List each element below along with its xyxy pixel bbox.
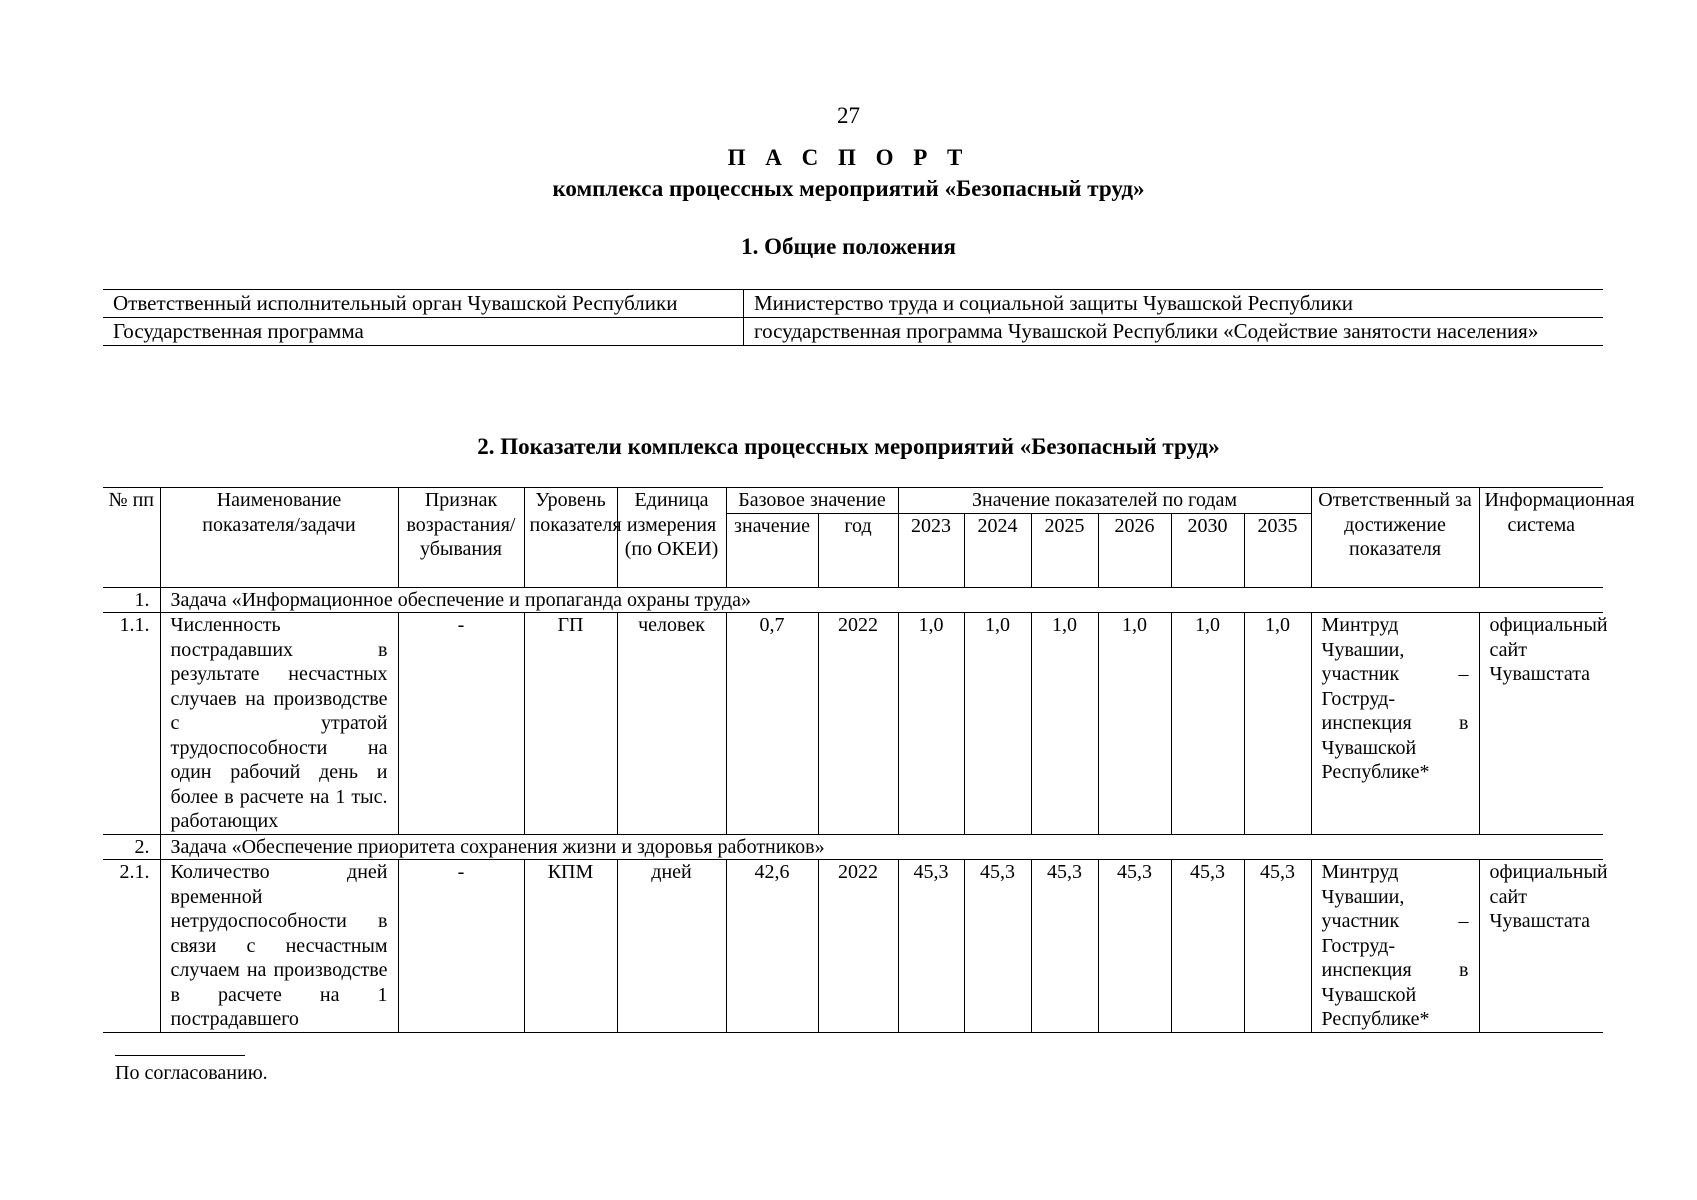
task-num: 2.	[103, 834, 160, 860]
header-year-2024: 2024	[964, 513, 1031, 587]
general-provisions-table	[103, 289, 1603, 346]
indicator-responsible: Минтруд Чувашии, участник – Гоструд-инспекция в Чувашской Республике*	[1311, 860, 1479, 1033]
indicator-value-2026: 45,3	[1098, 860, 1171, 1033]
indicator-sign: -	[398, 860, 524, 1033]
indicator-value-2030: 45,3	[1171, 860, 1244, 1033]
header-sign: Признак возрастания/ убывания	[398, 488, 524, 588]
header-year-2030: 2030	[1171, 513, 1244, 587]
indicator-unit: человек	[617, 613, 726, 835]
indicator-value-2025: 45,3	[1031, 860, 1098, 1033]
table-row	[103, 290, 1603, 318]
cell-responsible-value: Министерство труда и социальной защиты Чувашской Республики	[744, 290, 1604, 318]
indicator-base-value: 0,7	[726, 613, 818, 835]
header-year-2023: 2023	[898, 513, 964, 587]
header-year-2025: 2025	[1031, 513, 1098, 587]
header-row	[103, 488, 1603, 514]
header-years-group: Значение показателей по годам	[898, 488, 1311, 514]
indicator-value-2024: 45,3	[964, 860, 1031, 1033]
section2-heading: 2. Показатели комплекса процессных мероприятий «Безопасный труд»	[477, 434, 1220, 459]
cell-program-label: Государственная программа	[103, 318, 744, 346]
indicator-value-2035: 1,0	[1244, 613, 1311, 835]
task-num: 1.	[103, 587, 160, 613]
indicator-responsible: Минтруд Чувашии, участник – Гоструд-инспекция в Чувашской Республике*	[1311, 613, 1479, 835]
header-year-2035: 2035	[1244, 513, 1311, 587]
indicator-num: 1.1.	[103, 613, 160, 835]
indicator-value-2023: 1,0	[898, 613, 964, 835]
header-num: № пп	[103, 488, 160, 588]
indicator-row	[103, 613, 1603, 835]
indicator-num: 2.1.	[103, 860, 160, 1033]
indicator-value-2025: 1,0	[1031, 613, 1098, 835]
indicator-unit: дней	[617, 860, 726, 1033]
indicator-name: Количество дней временной нетрудоспособности в связи с несчастным случаем на производстве в расчете на 1 пострадавшего	[160, 860, 398, 1033]
cell-program-value: государственная программа Чувашской Республики «Содействие занятости населения»	[744, 318, 1604, 346]
cell-responsible-label: Ответственный исполнительный орган Чувашской Республики	[103, 290, 744, 318]
footnote-divider	[115, 1055, 245, 1056]
indicator-sign: -	[398, 613, 524, 835]
indicator-name: Численность пострадавших в результате несчастных случаев на производстве с утратой трудоспособности на один рабочий день и более в расчете на 1 тыс. работающих	[160, 613, 398, 835]
header-base-value: значение	[726, 513, 818, 587]
indicator-base-value: 42,6	[726, 860, 818, 1033]
document-title: П А С П О Р Т	[727, 145, 970, 170]
header-level: Уровень показателя	[524, 488, 617, 588]
task-row	[103, 834, 1603, 860]
indicator-value-2030: 1,0	[1171, 613, 1244, 835]
task-title: Задача «Обеспечение приоритета сохранения жизни и здоровья работников»	[160, 834, 1603, 860]
indicator-row	[103, 860, 1603, 1033]
header-base-year: год	[818, 513, 898, 587]
indicator-level: ГП	[524, 613, 617, 835]
section1-heading: 1. Общие положения	[741, 234, 956, 259]
task-title: Задача «Информационное обеспечение и пропаганда охраны труда»	[160, 587, 1603, 613]
header-name: Наименование показателя/задачи	[160, 488, 398, 588]
indicator-value-2023: 45,3	[898, 860, 964, 1033]
indicator-value-2026: 1,0	[1098, 613, 1171, 835]
footnote-text: По согласованию.	[115, 1062, 268, 1084]
indicator-base-year: 2022	[818, 613, 898, 835]
table-row	[103, 318, 1603, 346]
indicator-base-year: 2022	[818, 860, 898, 1033]
indicator-level: КПМ	[524, 860, 617, 1033]
indicator-system: официальный сайт Чувашстата	[1479, 860, 1603, 1033]
indicators-table	[103, 487, 1635, 1033]
indicator-value-2035: 45,3	[1244, 860, 1311, 1033]
header-responsible: Ответственный за достижение показателя	[1311, 488, 1479, 588]
task-row	[103, 587, 1603, 613]
header-base: Базовое значение	[726, 488, 898, 514]
indicator-value-2024: 1,0	[964, 613, 1031, 835]
page-number: 27	[837, 103, 860, 128]
header-year-2026: 2026	[1098, 513, 1171, 587]
header-unit: Единица измерения (по ОКЕИ)	[617, 488, 726, 588]
document-subtitle: комплекса процессных мероприятий «Безопасный труд»	[552, 176, 1145, 201]
indicator-system: официальный сайт Чувашстата	[1479, 613, 1603, 835]
header-system: Информационная система	[1479, 488, 1603, 588]
